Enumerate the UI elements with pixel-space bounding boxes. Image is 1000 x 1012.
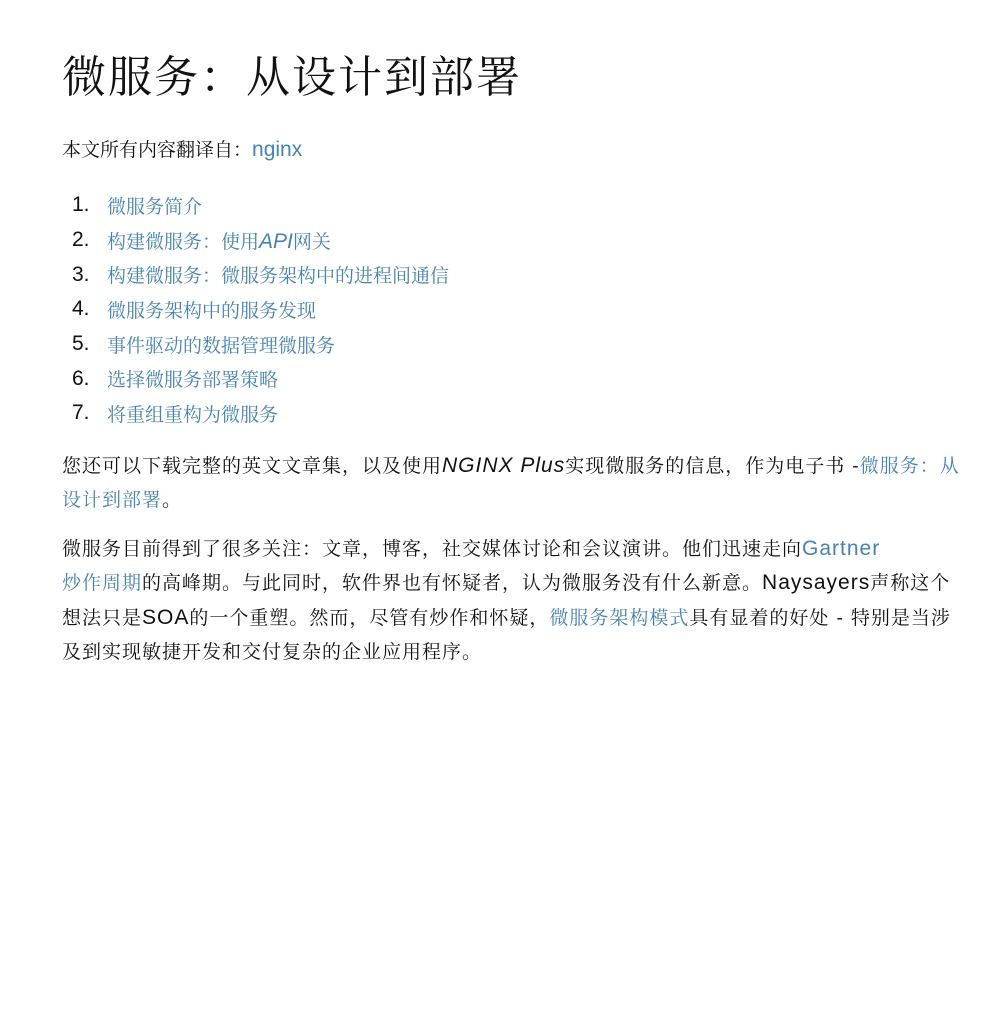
- term-soa: SOA: [142, 605, 190, 629]
- toc-link-deployment-strategy[interactable]: 选择微服务部署策略: [107, 369, 279, 392]
- toc-link-text: 网关: [292, 230, 331, 253]
- toc-link-microservices-intro[interactable]: 微服务简介: [107, 195, 203, 218]
- paragraph-text: 实现微服务的信息，作为电子书 -: [565, 454, 860, 477]
- toc-item-4: [62, 292, 960, 327]
- source-link-nginx[interactable]: nginx: [252, 138, 303, 161]
- link-text-gartner: Gartner: [802, 536, 881, 560]
- toc-number: 1.: [72, 193, 90, 217]
- ebook-link[interactable]: 微服务：从设计到部署: [62, 454, 960, 512]
- paragraph-text: 您还可以下载完整的英文文章集，以及使用: [62, 454, 443, 477]
- toc-link-text: 构建微服务：使用: [107, 230, 260, 253]
- toc-link-service-discovery[interactable]: 微服务架构中的服务发现: [107, 299, 317, 322]
- paragraph-text: 具有显着的好处 - 特别是当涉及到实现敏捷开发和交付复杂的企业应用程序。: [62, 606, 951, 664]
- brand-nginx-plus: NGINX Plus: [442, 453, 566, 477]
- paragraph-text: 微服务目前得到了很多关注：文章，博客，社交媒体讨论和会议演讲。他们迅速走向: [62, 537, 803, 560]
- paragraph-text: 声称这个想法只是: [62, 572, 951, 629]
- toc-item-2: [62, 223, 960, 258]
- toc-item-1: [62, 188, 960, 223]
- link-text-hype-cycle: 炒作周期: [62, 572, 143, 595]
- toc-number: 5.: [72, 332, 90, 356]
- toc-item-5: [62, 327, 960, 362]
- toc-number: 4.: [72, 297, 90, 321]
- paragraph-text: 的高峰期。与此同时，软件界也有怀疑者，认为微服务没有什么新意。: [142, 572, 763, 595]
- toc-link-event-driven-data[interactable]: 事件驱动的数据管理微服务: [107, 334, 336, 357]
- page-title: 微服务：从设计到部署: [62, 52, 522, 103]
- paragraph-text: 。: [162, 489, 183, 512]
- paragraph-intro: [62, 532, 960, 670]
- toc-link-refactoring[interactable]: 将重组重构为微服务: [107, 403, 279, 426]
- table-of-contents: [62, 188, 960, 431]
- toc-link-ipc[interactable]: 构建微服务：微服务架构中的进程间通信: [107, 265, 450, 288]
- toc-number: 2.: [72, 228, 90, 252]
- toc-link-api: API: [259, 229, 293, 253]
- toc-item-7: [62, 396, 960, 431]
- microservices-pattern-link[interactable]: 微服务架构模式: [549, 606, 690, 629]
- paragraph-text: 的一个重塑。然而，尽管有炒作和怀疑，: [189, 606, 550, 629]
- toc-number: 7.: [72, 401, 90, 425]
- toc-item-6: [62, 361, 960, 396]
- term-naysayers: Naysayers: [762, 571, 871, 595]
- toc-number: 3.: [72, 262, 90, 286]
- toc-item-3: [62, 257, 960, 292]
- source-line: [62, 136, 960, 164]
- toc-number: 6.: [72, 366, 90, 390]
- paragraph-ebook: [62, 449, 960, 518]
- toc-link-api-gateway[interactable]: [107, 227, 331, 254]
- source-prefix: 本文所有内容翻译自：: [62, 139, 253, 161]
